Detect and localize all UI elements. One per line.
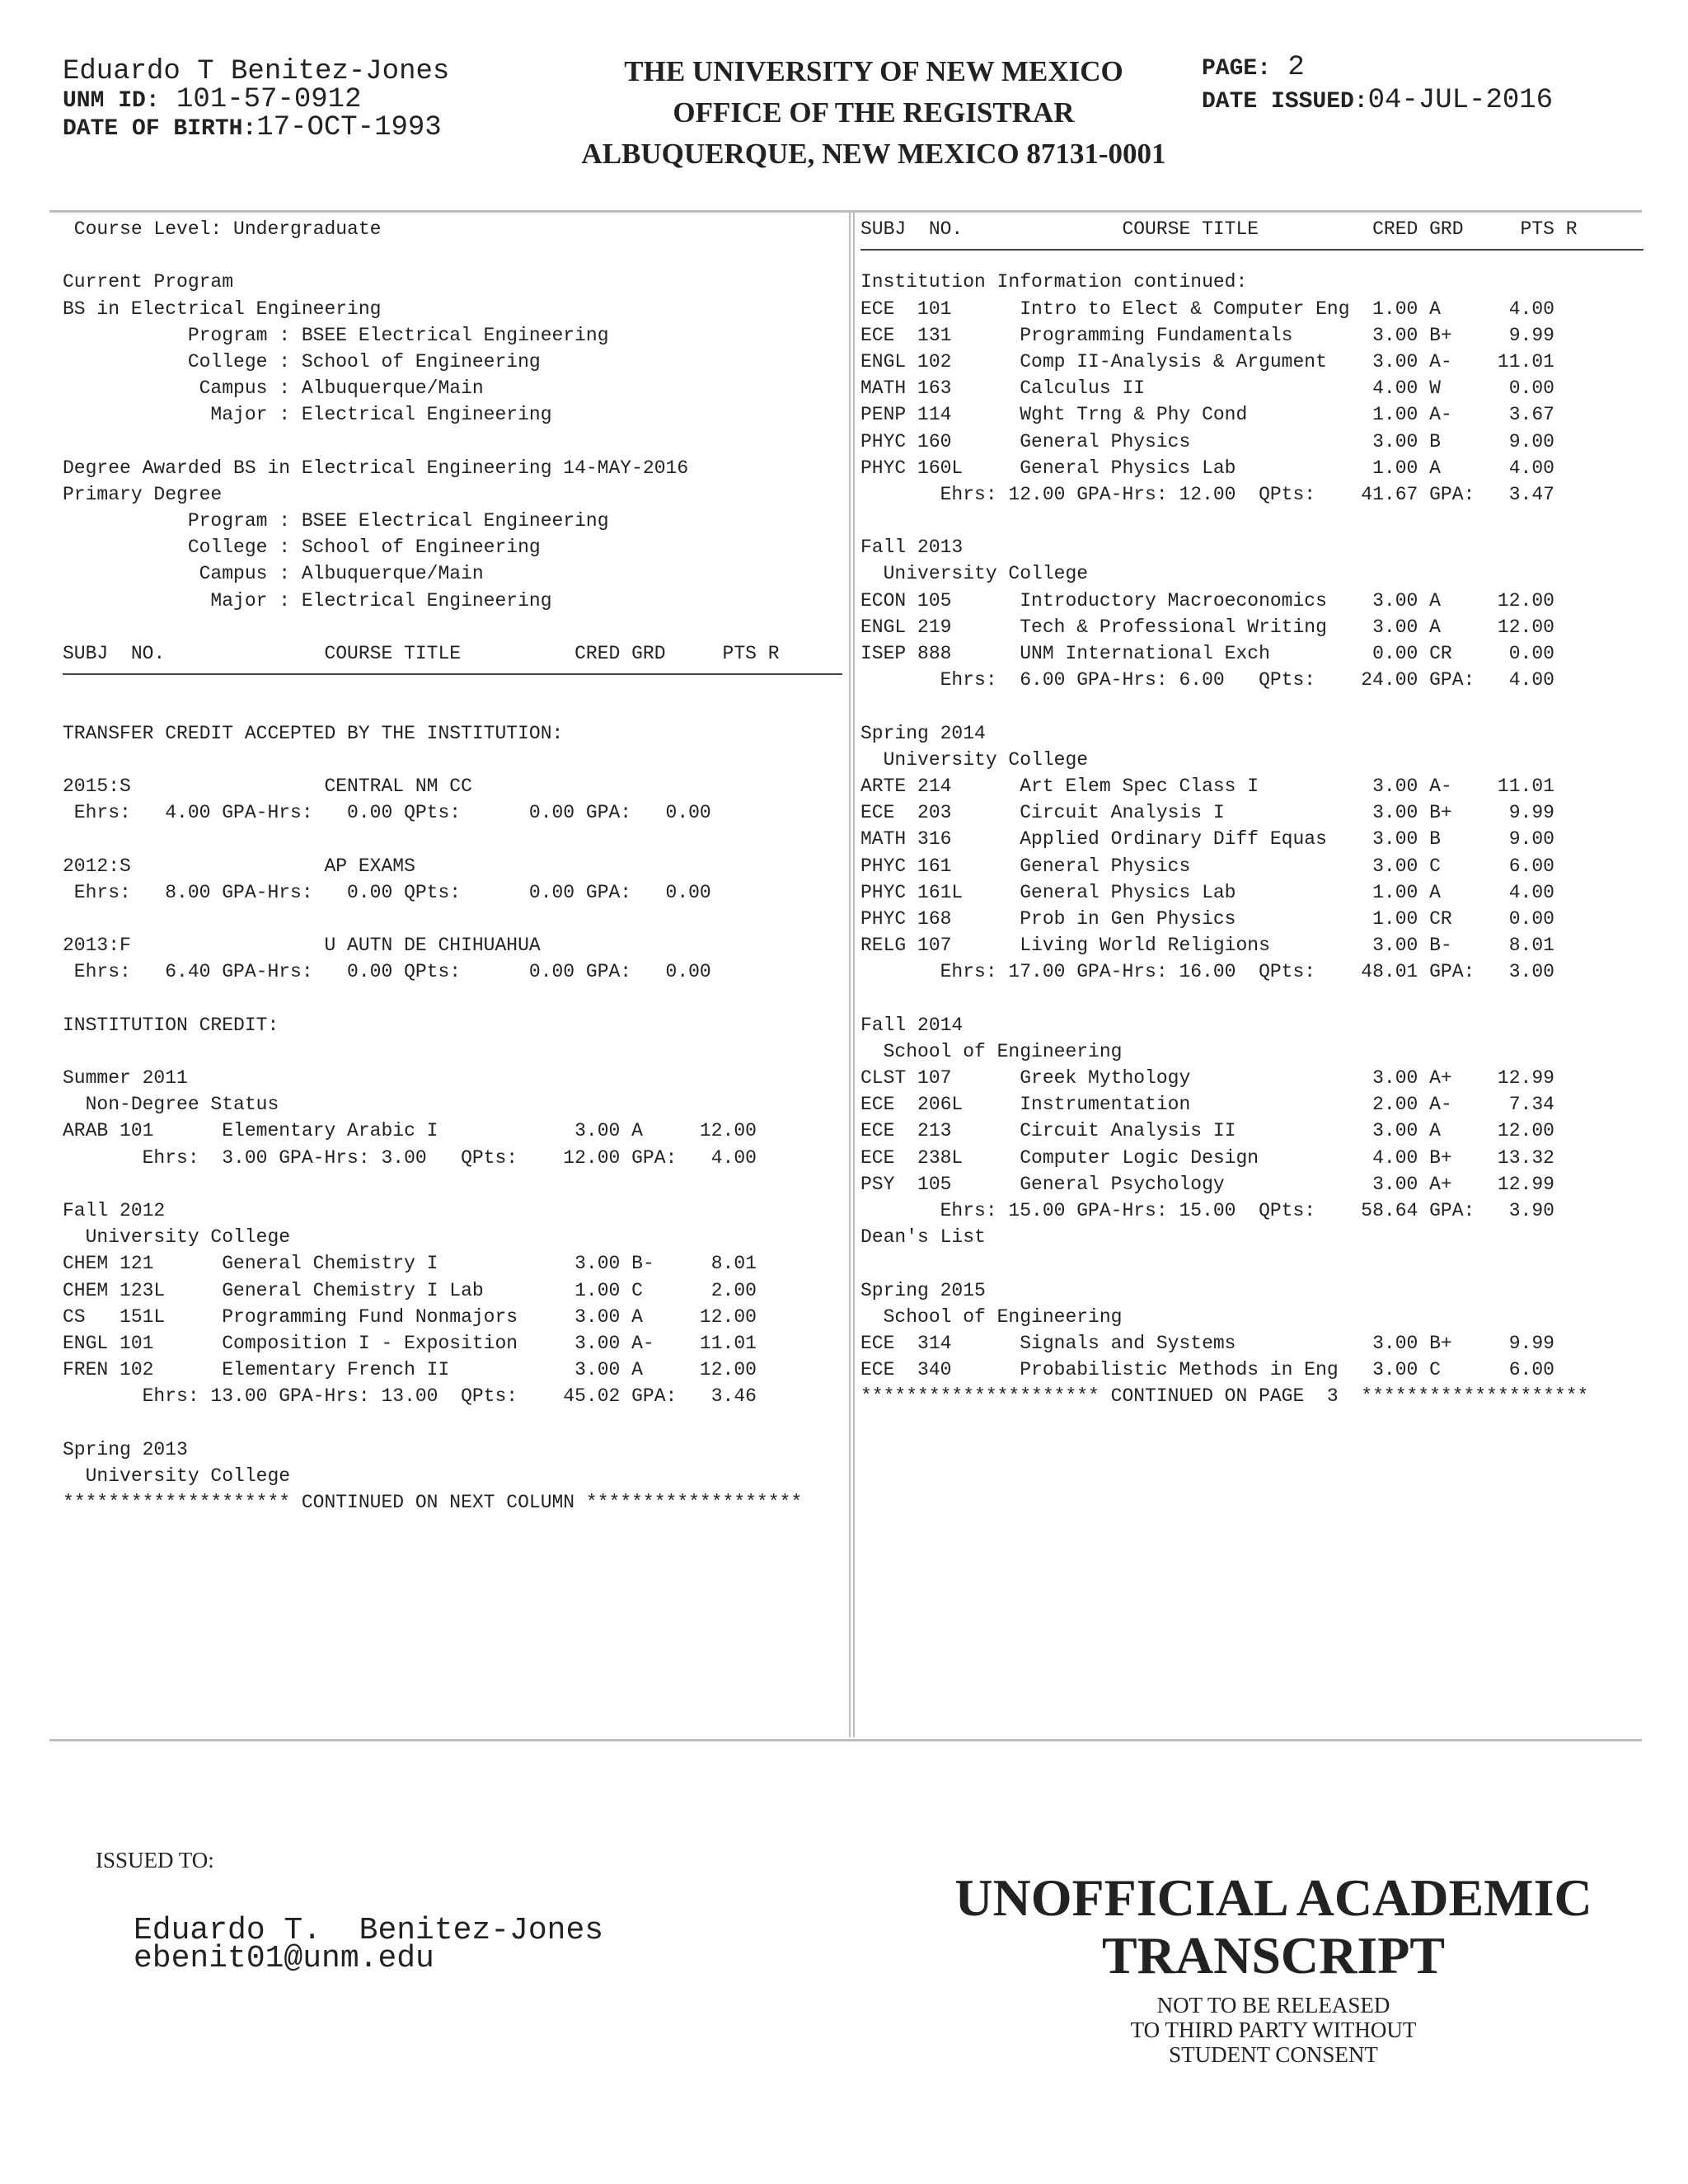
unm-id-row [63, 86, 449, 114]
transcript-line [63, 614, 842, 640]
transcript-line [63, 1409, 842, 1436]
transcript-left-column [63, 216, 842, 1516]
transcript-line: ECE 131 Programming Fundamentals 3.00 B+ 9.99 [860, 324, 1554, 346]
date-issued-label: DATE ISSUED: [1202, 89, 1368, 115]
transcript-line: PHYC 161 General Physics 3.00 C 6.00 [860, 855, 1554, 877]
transcript-line: Spring 2014 [860, 722, 986, 744]
transcript-line: Fall 2012 [63, 1199, 166, 1221]
institution-address: ALBUQUERQUE, NEW MEXICO 87131-0001 [581, 138, 1166, 170]
transcript-line: 2012:S AP EXAMS [63, 855, 415, 877]
page-number: 2 [1287, 52, 1305, 83]
frame-top-divider [49, 210, 1642, 213]
unofficial-stamp [931, 1869, 1615, 2067]
transcript-line [860, 693, 1643, 719]
transcript-line: Current Program [63, 271, 234, 293]
transcript-line: ********************* CONTINUED ON PAGE 3 ******************** [860, 1385, 1589, 1408]
transcript-line: Ehrs: 13.00 GPA-Hrs: 13.00 QPts: 45.02 GPA: 3.46 [63, 1385, 757, 1408]
transcript-line: PENP 114 Wght Trng & Phy Cond 1.00 A- 3.67 [860, 404, 1554, 426]
transcript-line: ISEP 888 UNM International Exch 0.00 CR 0.00 [860, 643, 1554, 664]
student-info [63, 58, 449, 142]
transcript-line: Primary Degree [63, 483, 223, 505]
transcript-line: Campus : Albuquerque/Main [63, 377, 484, 400]
stamp-title-line-1: UNOFFICIAL ACADEMIC [954, 1868, 1592, 1927]
transcript-line: ECE 101 Intro to Elect & Computer Eng 1.00 A 4.00 [860, 298, 1554, 320]
transcript-line: Ehrs: 12.00 GPA-Hrs: 12.00 QPts: 41.67 GPA: 3.47 [860, 483, 1554, 505]
column-divider [849, 213, 851, 1737]
transcript-line [63, 429, 842, 455]
transcript-line: 2013:F U AUTN DE CHIHUAHUA [63, 935, 541, 957]
transcript-line: RELG 107 Living World Religions 3.00 B- 8.01 [860, 935, 1554, 957]
transcript-line [860, 985, 1643, 1011]
page-info [1202, 51, 1553, 117]
transcript-line: ENGL 219 Tech & Professional Writing 3.00 A 12.00 [860, 616, 1554, 638]
transcript-line: Ehrs: 3.00 GPA-Hrs: 3.00 QPts: 12.00 GPA: 4.00 [63, 1146, 757, 1169]
transcript-line: MATH 316 Applied Ordinary Diff Equas 3.00 B 9.00 [860, 828, 1554, 851]
rule-divider [860, 242, 1643, 269]
stamp-note-line-3: STUDENT CONSENT [1169, 2042, 1378, 2067]
transcript-line [63, 826, 842, 852]
issued-to-label: ISSUED TO: [96, 1848, 214, 1872]
transcript-line: ARTE 214 Art Elem Spec Class I 3.00 A- 11.01 [860, 775, 1554, 797]
page-label: PAGE: [1202, 56, 1272, 82]
transcript-line [63, 242, 842, 269]
transcript-line [63, 1171, 842, 1197]
transcript-line: BS in Electrical Engineering [63, 298, 382, 320]
transcript-line: Degree Awarded BS in Electrical Engineering 14-MAY-2016 [63, 457, 689, 479]
issued-to-block [134, 1913, 604, 1976]
transcript-line: Non-Degree Status [63, 1094, 279, 1116]
transcript-line [860, 1250, 1643, 1277]
transcript-line: ******************** CONTINUED ON NEXT COLUMN ******************* [63, 1492, 803, 1513]
transcript-line: Program : BSEE Electrical Engineering [63, 510, 609, 532]
transcript-line: Campus : Albuquerque/Main [63, 563, 484, 585]
transcript-line [63, 985, 842, 1011]
institution-office: OFFICE OF THE REGISTRAR [673, 96, 1075, 129]
transcript-line: Dean's List [860, 1226, 986, 1249]
rule-divider [63, 667, 842, 693]
transcript-line: University College [860, 563, 1089, 585]
transcript-line: University College [63, 1226, 291, 1249]
transcript-line: Fall 2014 [860, 1014, 964, 1036]
stamp-note-line-1: NOT TO BE RELEASED [1156, 1993, 1390, 2018]
page-row [1202, 51, 1553, 84]
issued-to-email: ebenit01@unm.edu [134, 1941, 434, 1976]
column-divider-inner [853, 213, 855, 1737]
transcript-line: School of Engineering [860, 1040, 1123, 1062]
transcript-line [63, 693, 842, 719]
transcript-line: Ehrs: 8.00 GPA-Hrs: 0.00 QPts: 0.00 GPA: 0.00 [63, 881, 711, 903]
transcript-line: Ehrs: 6.00 GPA-Hrs: 6.00 QPts: 24.00 GPA: 4.00 [860, 669, 1554, 691]
transcript-line: Ehrs: 6.40 GPA-Hrs: 0.00 QPts: 0.00 GPA: 0.00 [63, 961, 711, 983]
transcript-line: Ehrs: 17.00 GPA-Hrs: 16.00 QPts: 48.01 GPA: 3.00 [860, 961, 1554, 983]
institution-name: THE UNIVERSITY OF NEW MEXICO [624, 55, 1123, 87]
transcript-line: CLST 107 Greek Mythology 3.00 A+ 12.99 [860, 1067, 1554, 1089]
transcript-line: Institution Information continued: [860, 271, 1248, 293]
transcript-line: ENGL 101 Composition I - Exposition 3.00 A- 11.01 [63, 1332, 757, 1354]
transcript-line: CS 151L Programming Fund Nonmajors 3.00 A 12.00 [63, 1305, 757, 1328]
transcript-line: Fall 2013 [860, 537, 964, 559]
transcript-line: Ehrs: 15.00 GPA-Hrs: 15.00 QPts: 58.64 GPA: 3.90 [860, 1199, 1554, 1221]
transcript-line: ENGL 102 Comp II-Analysis & Argument 3.00 A- 11.01 [860, 350, 1554, 373]
transcript-line: ECE 238L Computer Logic Design 4.00 B+ 13.32 [860, 1146, 1554, 1169]
transcript-line: Major : Electrical Engineering [63, 404, 552, 426]
transcript-line: CHEM 123L General Chemistry I Lab 1.00 C 2.00 [63, 1279, 757, 1301]
transcript-line: ECE 314 Signals and Systems 3.00 B+ 9.99 [860, 1332, 1554, 1354]
transcript-line: ECE 206L Instrumentation 2.00 A- 7.34 [860, 1094, 1554, 1116]
institution-heading [544, 51, 1203, 175]
transcript-line: PHYC 160 General Physics 3.00 B 9.00 [860, 430, 1554, 452]
transcript-line: ECE 340 Probabilistic Methods in Eng 3.00 C 6.00 [860, 1359, 1554, 1381]
transcript-line: PHYC 168 Prob in Gen Physics 1.00 CR 0.00 [860, 907, 1554, 930]
transcript-line: SUBJ NO. COURSE TITLE CRED GRD PTS R [63, 643, 780, 664]
transcript-line: Program : BSEE Electrical Engineering [63, 324, 609, 346]
dob-label: DATE OF BIRTH: [63, 116, 257, 142]
transcript-line: Course Level: Undergraduate [63, 218, 382, 240]
transcript-line: PHYC 161L General Physics Lab 1.00 A 4.00 [860, 881, 1554, 903]
transcript-line: School of Engineering [860, 1305, 1123, 1328]
transcript-line: University College [63, 1465, 291, 1487]
unm-id-label: UNM ID: [63, 88, 160, 114]
transcript-line: University College [860, 748, 1089, 771]
transcript-line: 2015:S CENTRAL NM CC [63, 775, 472, 797]
transcript-line [63, 1038, 842, 1065]
transcript-line: Spring 2013 [63, 1438, 188, 1460]
transcript-line: CHEM 121 General Chemistry I 3.00 B- 8.01 [63, 1253, 757, 1275]
transcript-line: Summer 2011 [63, 1067, 188, 1089]
transcript-line: ECON 105 Introductory Macroeconomics 3.00 A 12.00 [860, 589, 1554, 612]
student-name: Eduardo T Benitez-Jones [63, 56, 450, 87]
transcript-line: FREN 102 Elementary French II 3.00 A 12.00 [63, 1359, 757, 1381]
dob-value: 17-OCT-1993 [256, 112, 442, 143]
dob-row [63, 114, 449, 142]
transcript-line [63, 747, 842, 773]
unm-id-value: 101-57-0912 [176, 84, 362, 115]
transcript-line: College : School of Engineering [63, 537, 541, 559]
frame-bottom-divider [49, 1739, 1642, 1741]
transcript-line: ECE 203 Circuit Analysis I 3.00 B+ 9.99 [860, 802, 1554, 824]
stamp-note-line-2: TO THIRD PARTY WITHOUT [1130, 2018, 1417, 2042]
transcript-line [860, 508, 1643, 534]
issued-to-name: Eduardo T. Benitez-Jones [134, 1913, 604, 1948]
transcript-line: PHYC 160L General Physics Lab 1.00 A 4.00 [860, 457, 1554, 479]
transcript-line: ECE 213 Circuit Analysis II 3.00 A 12.00 [860, 1120, 1554, 1142]
transcript-line: SUBJ NO. COURSE TITLE CRED GRD PTS R [860, 218, 1578, 240]
transcript-line: ARAB 101 Elementary Arabic I 3.00 A 12.00 [63, 1120, 757, 1142]
date-issued-value: 04-JUL-2016 [1367, 85, 1554, 116]
transcript-right-column [860, 216, 1643, 1409]
transcript-line: TRANSFER CREDIT ACCEPTED BY THE INSTITUTION: [63, 722, 564, 744]
transcript-line: Spring 2015 [860, 1279, 986, 1301]
stamp-note [931, 1993, 1615, 2067]
transcript-line: MATH 163 Calculus II 4.00 W 0.00 [860, 377, 1554, 400]
transcript-line: College : School of Engineering [63, 350, 541, 373]
transcript-line: Ehrs: 4.00 GPA-Hrs: 0.00 QPts: 0.00 GPA: 0.00 [63, 802, 711, 824]
stamp-title-line-2: TRANSCRIPT [1101, 1926, 1446, 1985]
transcript-line: INSTITUTION CREDIT: [63, 1014, 279, 1036]
transcript-line: Major : Electrical Engineering [63, 589, 552, 612]
transcript-line: PSY 105 General Psychology 3.00 A+ 12.99 [860, 1173, 1554, 1195]
date-issued-row [1202, 84, 1553, 117]
transcript-line [63, 906, 842, 932]
